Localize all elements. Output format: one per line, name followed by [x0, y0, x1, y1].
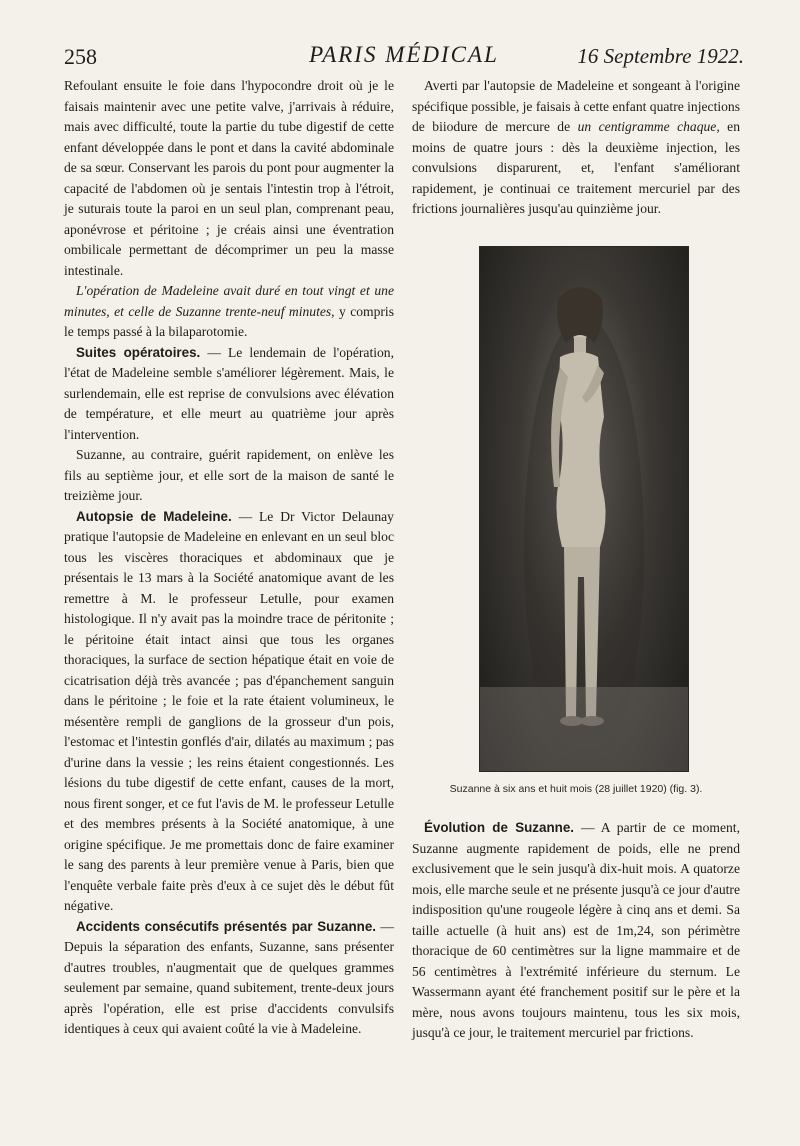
evolution-text: — A partir de ce moment, Suzanne augmente rapidement de poids, elle ne prend exclusivement que le sein jusqu'à dix-huit mois. A quatorze mois, elle marche seule et ne présente jusqu'à ce jour d'autre indisposition qu'une rougeole légère à cinq ans et demi. Sa taille actuelle (à huit ans) est de 1m,24, son périmètre thoracique de 60 centimètres sur la ligne mammaire et de 56 centimètres à l'extrémité inférieure du sternum. Le Wassermann ayant été franchement positif sur le père et la mère, nous avons toujours maintenu, tous les six mois, jusqu'à ce jour, le traitement mercuriel par frictions. — [412, 820, 740, 1040]
duree-italic: L'opération de Madeleine avait duré en tout vingt et une minutes, et celle de Suzanne trente-neuf minutes, — [64, 283, 394, 319]
paragraph-accidents — [64, 917, 394, 1040]
paragraph-averti — [412, 76, 740, 220]
left-column — [64, 76, 394, 1040]
heading-autopsie: Autopsie de Madeleine. — [76, 508, 232, 524]
heading-accidents: Accidents consécutifs présentés par Suzanne. — [76, 918, 377, 934]
paragraph-suites — [64, 343, 394, 446]
averti-text-a: Averti par l'autopsie de Madeleine et songeant à l'origine spécifique possible, je faisais à cette enfant quatre injections de biiodure de mercure de — [412, 78, 741, 134]
paragraph-evolution — [412, 818, 740, 1044]
right-column-top — [412, 76, 740, 220]
right-column-bottom — [412, 818, 740, 1044]
photo-subject-silhouette — [480, 247, 688, 771]
journal-title: PARIS MÉDICAL — [309, 42, 499, 67]
heading-evolution: Évolution de Suzanne. — [424, 820, 574, 835]
page-number: 258 — [64, 44, 97, 69]
autopsie-text: — Le Dr Victor Delaunay pratique l'autopsie de Madeleine en enlevant en un seul bloc tous les viscères thoraciques et abdominaux que je présentais le 13 mars à la Société anatomique avant de les remettre à M. le professeur Letulle, pour examen histologique. Il n'y avait pas la moindre trace de péritonite ; le péritoine était intact ainsi que tous les organes thoraciques, la surface de section hépatique était en voie de cicatrisation déjà très avancée ; pas d'épanchement sanguin dans le péritoine ; le foie et la rate étaient volumineux, le mésentère rempli de ganglions de la grosseur d'un pois, l'estomac et l'intestin gonflés d'air, dilatés au maximum ; pas d'urine dans la vessie ; les reins étaient congestionnés. Les lésions du tube digestif de cette enfant, causes de la mort, nous firent songer, et ce fut l'avis de M. le professeur Letulle et des membres présents à la Société anatomique, à une origine spécifique. Je me promettais donc de faire examiner le sang des parents à leur première venue à Paris, bien que l'enquête verbale faite près d'eux à ce sujet dès le début fût négative. — [64, 508, 394, 913]
paragraph-duree — [64, 281, 394, 343]
duree-rest: y compris le temps passé à la bilaparotomie. — [64, 303, 394, 339]
photograph-figure-3 — [479, 246, 689, 772]
suites-text: — Le lendemain de l'opération, l'état de Madeleine semble s'améliorer légèrement. Mais, le surlendemain, elle est reprise de convulsions avec élévation de température, et elle meurt au quatrième jour après l'intervention. — [64, 344, 394, 442]
issue-date: 16 Septembre 1922. — [577, 44, 744, 68]
averti-text-b: en moins de quatre jours : dès la deuxième injection, les convulsions disparurent, et, l'enfant s'améliorant rapidement, je continuai ce traitement mercuriel par des frictions journalières jusqu'au quinzième jour. — [412, 119, 741, 216]
averti-italic: un centigramme chaque, — [577, 119, 720, 134]
paragraph-autopsie — [64, 507, 394, 917]
figure-caption: Suzanne à six ans et huit mois (28 juillet 1920) (fig. 3). — [449, 783, 703, 795]
accidents-text: — Depuis la séparation des enfants, Suzanne, sans présenter d'autres troubles, n'augmentait que de quelques grammes seulement par semaine, quand subitement, trente-deux jours après l'opération, elle est prise d'accidents convulsifs identiques à ceux qui avaient coûté la vie à Madeleine. — [64, 918, 394, 1036]
running-header — [64, 40, 744, 72]
paragraph-suzanne-guerit: Suzanne, au contraire, guérit rapidement, on enlève les fils au septième jour, et elle sort de la maison de santé le treizième jour. — [64, 447, 394, 503]
heading-suites: Suites opératoires. — [76, 344, 201, 360]
paragraph-refoulant: Refoulant ensuite le foie dans l'hypocondre droit où je le faisais maintenir avec une petite valve, j'arrivais à réduire, mais avec difficulté, toute la partie du tube digestif de cette enfant développée dans le pont et dans la cavité abdominale de sa sœur. Conservant les parois du pont pour augmenter la capacité de l'abdomen où je sentais l'intestin trop à l'étroit, je suturais toute la paroi en un seul plan, comprenant peau, aponévrose et péritoine ; je créais ainsi une éventration ombilicale permettant de décomprimer un peu la masse intestinale. — [64, 78, 394, 278]
